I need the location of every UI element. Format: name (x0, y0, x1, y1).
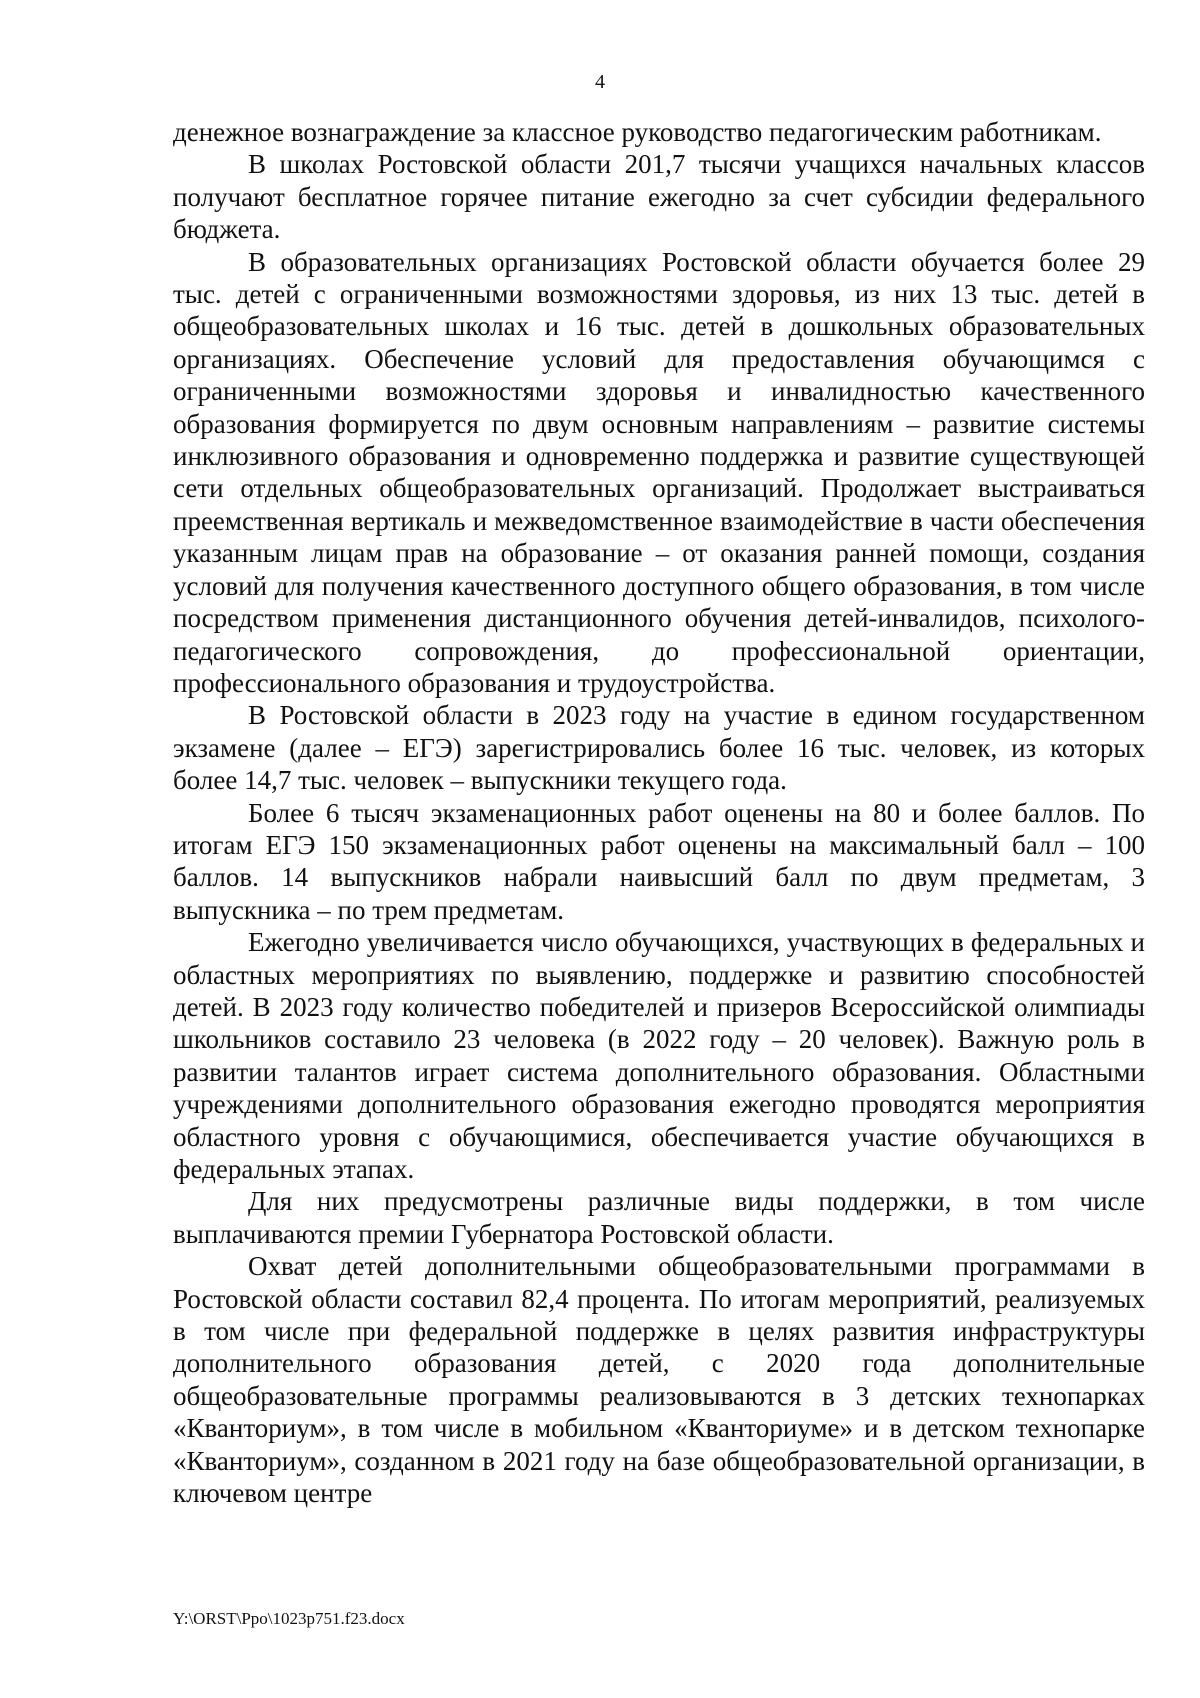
paragraph: Более 6 тысяч экзаменационных работ оценены на 80 и более баллов. По итогам ЕГЭ 150 экзаменационных работ оценены на максимальный балл – 100 баллов. 14 выпускников набрали наивысший балл по двум предметам, 3 выпускника – по трем предметам. (173, 797, 1145, 925)
paragraph: В школах Ростовской области 201,7 тысячи учащихся начальных классов получают бесплатное горячее питание ежегодно за счет субсидии федерального бюджета. (173, 149, 1145, 245)
paragraph: Для них предусмотрены различные виды поддержки, в том числе выплачиваются премии Губернатора Ростовской области. (173, 1186, 1145, 1249)
paragraph: Ежегодно увеличивается число обучающихся, участвующих в федеральных и областных мероприятиях по выявлению, поддержке и развитию способностей детей. В 2023 году количество победителей и призеров Всероссийской олимпиады школьников составило 23 человека (в 2022 году – 20 человек). Важную роль в развитии талантов играет система дополнительного образования. Областными учреждениями дополнительного образования ежегодно проводятся мероприятия областного уровня с обучающимися, обеспечивается участие обучающихся в федеральных этапах. (173, 927, 1145, 1184)
paragraph: денежное вознаграждение за классное руководство педагогическим работникам. (173, 117, 1102, 147)
paragraph: В образовательных организациях Ростовской области обучается более 29 тыс. детей с ограниченными возможностями здоровья, из них 13 тыс. детей в общеобразовательных школах и 16 тыс. детей в дошкольных образовательных организациях. Обеспечение условий для предоставления обучающимся с ограниченными возможностями здоровья и инвалидностью качественного образования формируется по двум основным направлениям – развитие системы инклюзивного образования и одновременно поддержка и развитие существующей сети отдельных общеобразовательных организаций. Продолжает выстраиваться преемственная вертикаль и межведомственное взаимодействие в части обеспечения указанным лицам прав на образование – от оказания ранней помощи, создания условий для получения качественного доступного общего образования, в том числе посредством применения дистанционного обучения детей-инвалидов, психолого-педагогического сопровождения, до профессиональной ориентации, профессионального образования и трудоустройства. (173, 246, 1145, 698)
paragraph: В Ростовской области в 2023 году на участие в едином государственном экзамене (далее – ЕГЭ) зарегистрировались более 16 тыс. человек, из которых более 14,7 тыс. человек – выпускники текущего года. (173, 700, 1145, 796)
paragraph: Охват детей дополнительными общеобразовательными программами в Ростовской области составил 82,4 процента. По итогам мероприятий, реализуемых в том числе при федеральной поддержке в целях развития инфраструктуры дополнительного образования детей, с 2020 года дополнительные общеобразовательные программы реализовываются в 3 детских технопарках «Кванториум», в том числе в мобильном «Кванториуме» и в детском технопарке «Кванториум», созданном в 2021 году на базе общеобразовательной организации, в ключевом центре (173, 1251, 1145, 1509)
document-body (173, 116, 1145, 1509)
footer-file-path: Y:\ORST\Ppo\1023p751.f23.docx (173, 1609, 405, 1628)
page-number: 4 (595, 71, 605, 93)
